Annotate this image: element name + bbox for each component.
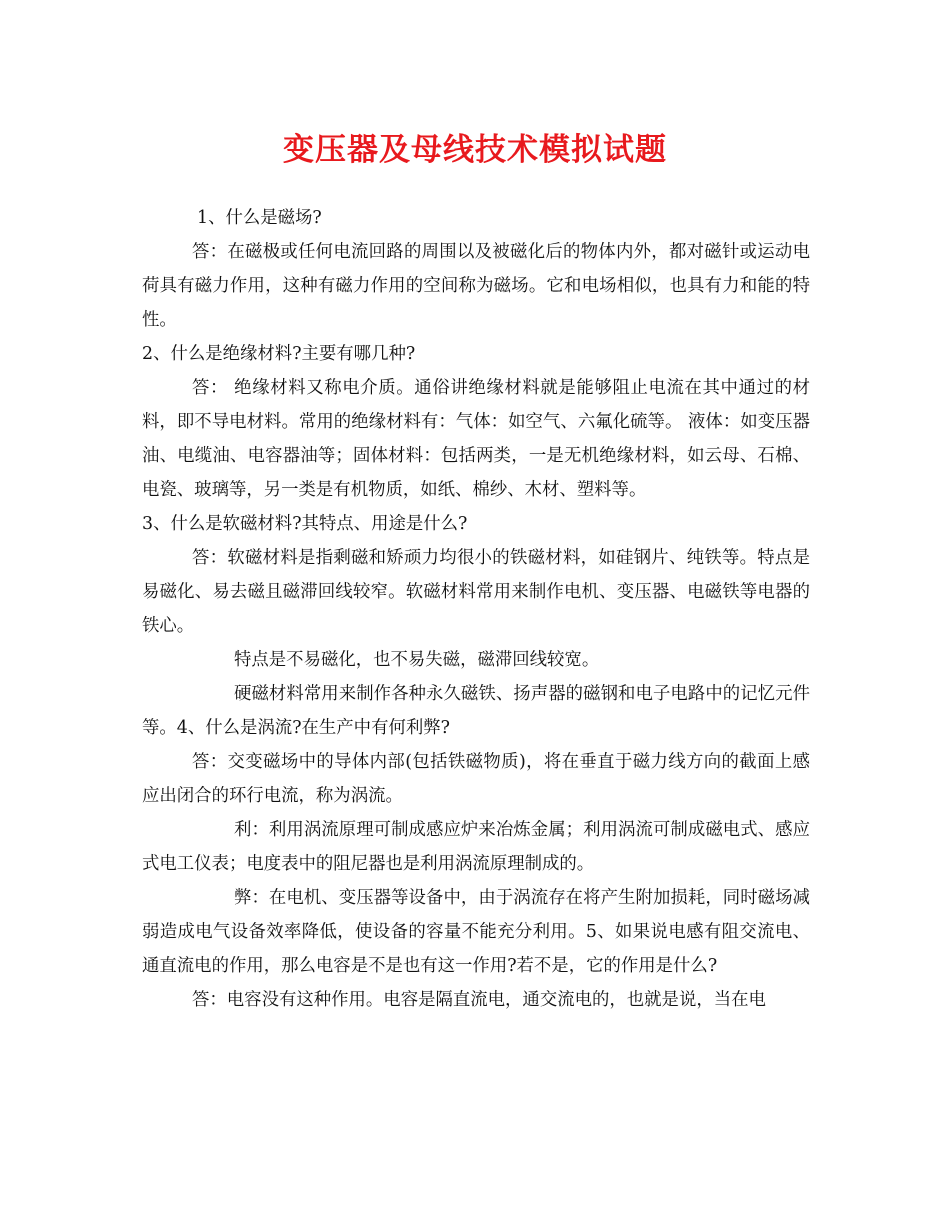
document-title: 变压器及母线技术模拟试题 bbox=[283, 132, 667, 168]
answer-4-advantages: 利：利用涡流原理可制成感应炉来冶炼金属；利用涡流可制成磁电式、感应式电工仪表；电度表中的阻尼器也是利用涡流原理制成的。 bbox=[142, 820, 810, 874]
answer-3-hard-magnet-traits: 特点是不易磁化，也不易失磁，磁滞回线较宽。 bbox=[234, 650, 600, 670]
question-1: 1、什么是磁场? bbox=[197, 208, 322, 228]
document-body bbox=[142, 201, 810, 1017]
question-3: 3、什么是软磁材料?其特点、用途是什么? bbox=[142, 514, 468, 534]
answer-3: 答：软磁材料是指剩磁和矫顽力均很小的铁磁材料，如硅钢片、纯铁等。特点是易磁化、易去磁且磁滞回线较窄。软磁材料常用来制作电机、变压器、电磁铁等电器的铁心。 bbox=[142, 548, 810, 636]
answer-4: 答：交变磁场中的导体内部(包括铁磁物质)，将在垂直于磁力线方向的截面上感应出闭合的环行电流，称为涡流。 bbox=[142, 752, 810, 806]
question-2: 2、什么是绝缘材料?主要有哪几种? bbox=[142, 344, 416, 364]
answer-1: 答：在磁极或任何电流回路的周围以及被磁化后的物体内外，都对磁针或运动电荷具有磁力作用，这种有磁力作用的空间称为磁场。它和电场相似，也具有力和能的特性。 bbox=[142, 242, 810, 330]
answer-3-hard-magnet-uses: 硬磁材料常用来制作各种永久磁铁、扬声器的磁钢和电子电路中的记忆元件等。4、什么是涡流?在生产中有何利弊? bbox=[142, 684, 810, 738]
answer-2: 答： 绝缘材料又称电介质。通俗讲绝缘材料就是能够阻止电流在其中通过的材料，即不导电材料。常用的绝缘材料有：气体：如空气、六氟化硫等。 液体：如变压器油、电缆油、电容器油等；固体材料：包括两类，一是无机绝缘材料，如云母、石棉、电瓷、玻璃等，另一类是有机物质，如纸、棉纱、木材、塑料等。 bbox=[142, 378, 810, 500]
answer-4-disadvantages: 弊：在电机、变压器等设备中，由于涡流存在将产生附加损耗，同时磁场减弱造成电气设备效率降低，使设备的容量不能充分利用。5、如果说电感有阻交流电、通直流电的作用，那么电容是不是也有这一作用?若不是，它的作用是什么? bbox=[142, 888, 810, 976]
answer-5: 答：电容没有这种作用。电容是隔直流电，通交流电的，也就是说，当在电 bbox=[192, 990, 766, 1010]
